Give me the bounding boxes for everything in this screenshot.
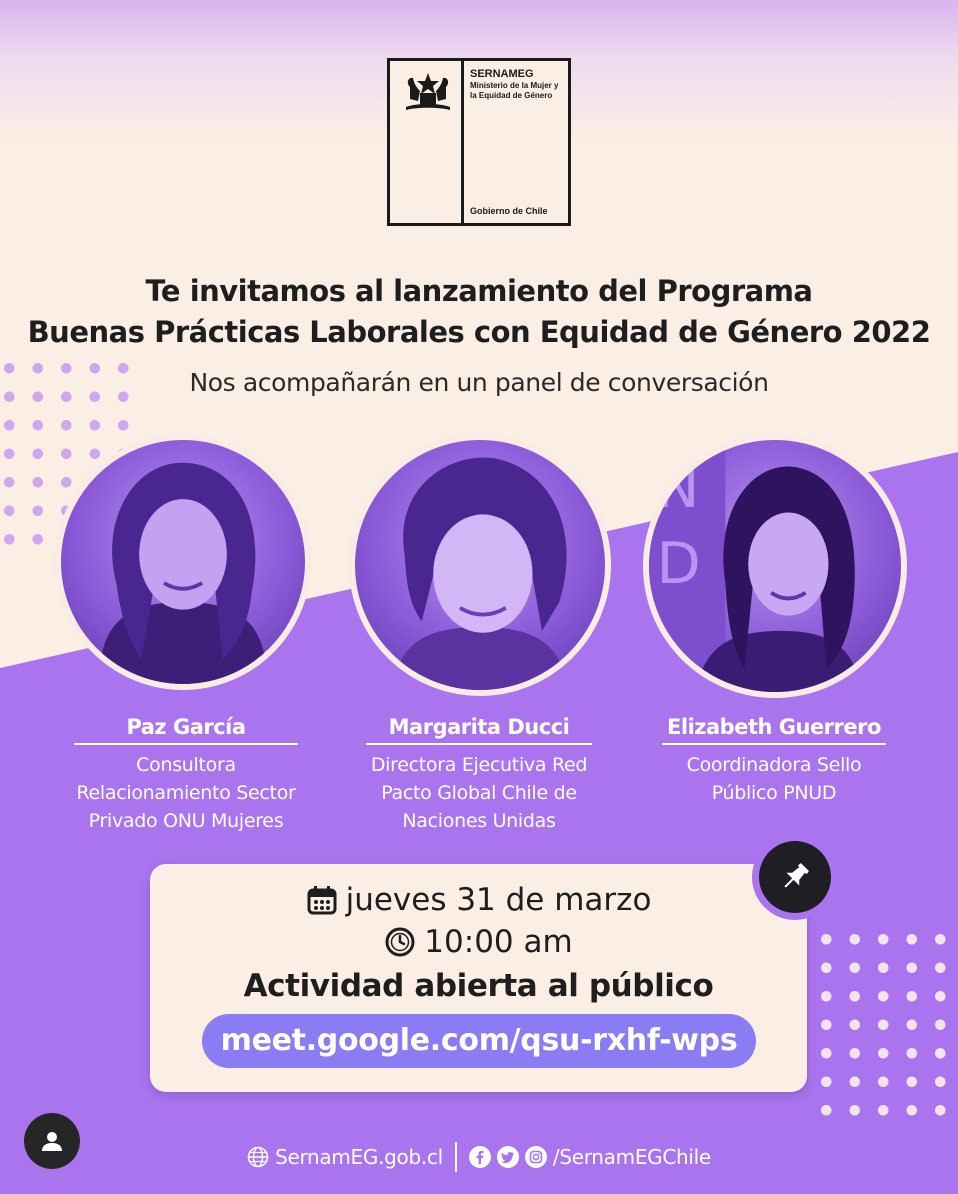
svg-text:N: N (656, 453, 700, 521)
user-icon (40, 1129, 64, 1153)
logo-government-label: Gobierno de Chile (470, 206, 548, 216)
event-time: 10:00 am (424, 924, 573, 960)
speaker-card-2 (366, 715, 592, 835)
decorative-dots-right (812, 925, 958, 1125)
speaker-name: Margarita Ducci (366, 715, 592, 745)
facebook-icon[interactable] (469, 1146, 491, 1168)
event-date: jueves 31 de marzo (345, 882, 652, 918)
speaker-role-line: Directora Ejecutiva Red (370, 754, 588, 776)
speaker-role-line: Coordinadora Sello (686, 754, 862, 776)
speaker-role-line: Público PNUD (711, 782, 837, 804)
pin-badge-inner (759, 841, 831, 913)
globe-icon (247, 1146, 269, 1168)
speaker-portrait-graphic (355, 440, 605, 690)
speaker-role-line: Relacionamiento Sector (76, 782, 296, 804)
speaker-role-line: Pacto Global Chile de (381, 782, 577, 804)
event-access: Actividad abierta al público (243, 968, 714, 1004)
speaker-role (74, 751, 298, 835)
headline-line-2: Buenas Prácticas Laborales con Equidad de Género 2022 (27, 315, 931, 349)
logo-subtitle: Ministerio de la Mujer y la Equidad de Género (470, 81, 559, 100)
speaker-name: Elizabeth Guerrero (662, 715, 886, 745)
sernameg-logo (387, 58, 571, 226)
pushpin-icon (777, 859, 813, 895)
instagram-icon[interactable] (525, 1146, 547, 1168)
footer-bar (0, 1142, 958, 1172)
event-details-card (150, 864, 807, 1092)
user-profile-button[interactable] (24, 1113, 80, 1169)
event-time-row (150, 924, 807, 960)
speaker-name: Paz García (74, 715, 298, 745)
speaker-role (662, 751, 886, 807)
speaker-portrait-graphic (61, 440, 305, 684)
calendar-icon (306, 884, 338, 916)
logo-text-panel (464, 61, 568, 223)
headline-subtitle: Nos acompañarán en un panel de conversación (189, 368, 769, 397)
website-link[interactable]: SernamEG.gob.cl (275, 1145, 443, 1169)
logo-title: SERNAMEG (470, 68, 534, 80)
chile-coat-of-arms-icon (400, 69, 456, 113)
speaker-portrait-graphic (649, 440, 901, 692)
speaker-role-line: Consultora (136, 754, 236, 776)
speaker-role-line: Naciones Unidas (402, 810, 556, 832)
clock-icon (384, 926, 416, 958)
event-date-row (150, 882, 807, 918)
twitter-icon[interactable] (497, 1146, 519, 1168)
speaker-role (366, 751, 592, 835)
speaker-card-1 (74, 715, 298, 835)
social-handle[interactable]: /SernamEGChile (552, 1145, 711, 1169)
svg-text:D: D (656, 530, 701, 598)
speaker-photo-paz-garcia (55, 434, 311, 690)
footer-divider (455, 1142, 457, 1172)
speaker-photo-elizabeth-guerrero (643, 434, 907, 698)
speaker-card-3 (662, 715, 886, 807)
logo-crest-panel (390, 61, 464, 223)
speaker-role-line: Privado ONU Mujeres (88, 810, 284, 832)
headline-line-1: Te invitamos al lanzamiento del Programa (145, 274, 813, 308)
meeting-link[interactable]: meet.google.com/qsu-rxhf-wps (202, 1014, 756, 1068)
speaker-photo-margarita-ducci (349, 434, 611, 696)
pin-badge (752, 834, 838, 920)
